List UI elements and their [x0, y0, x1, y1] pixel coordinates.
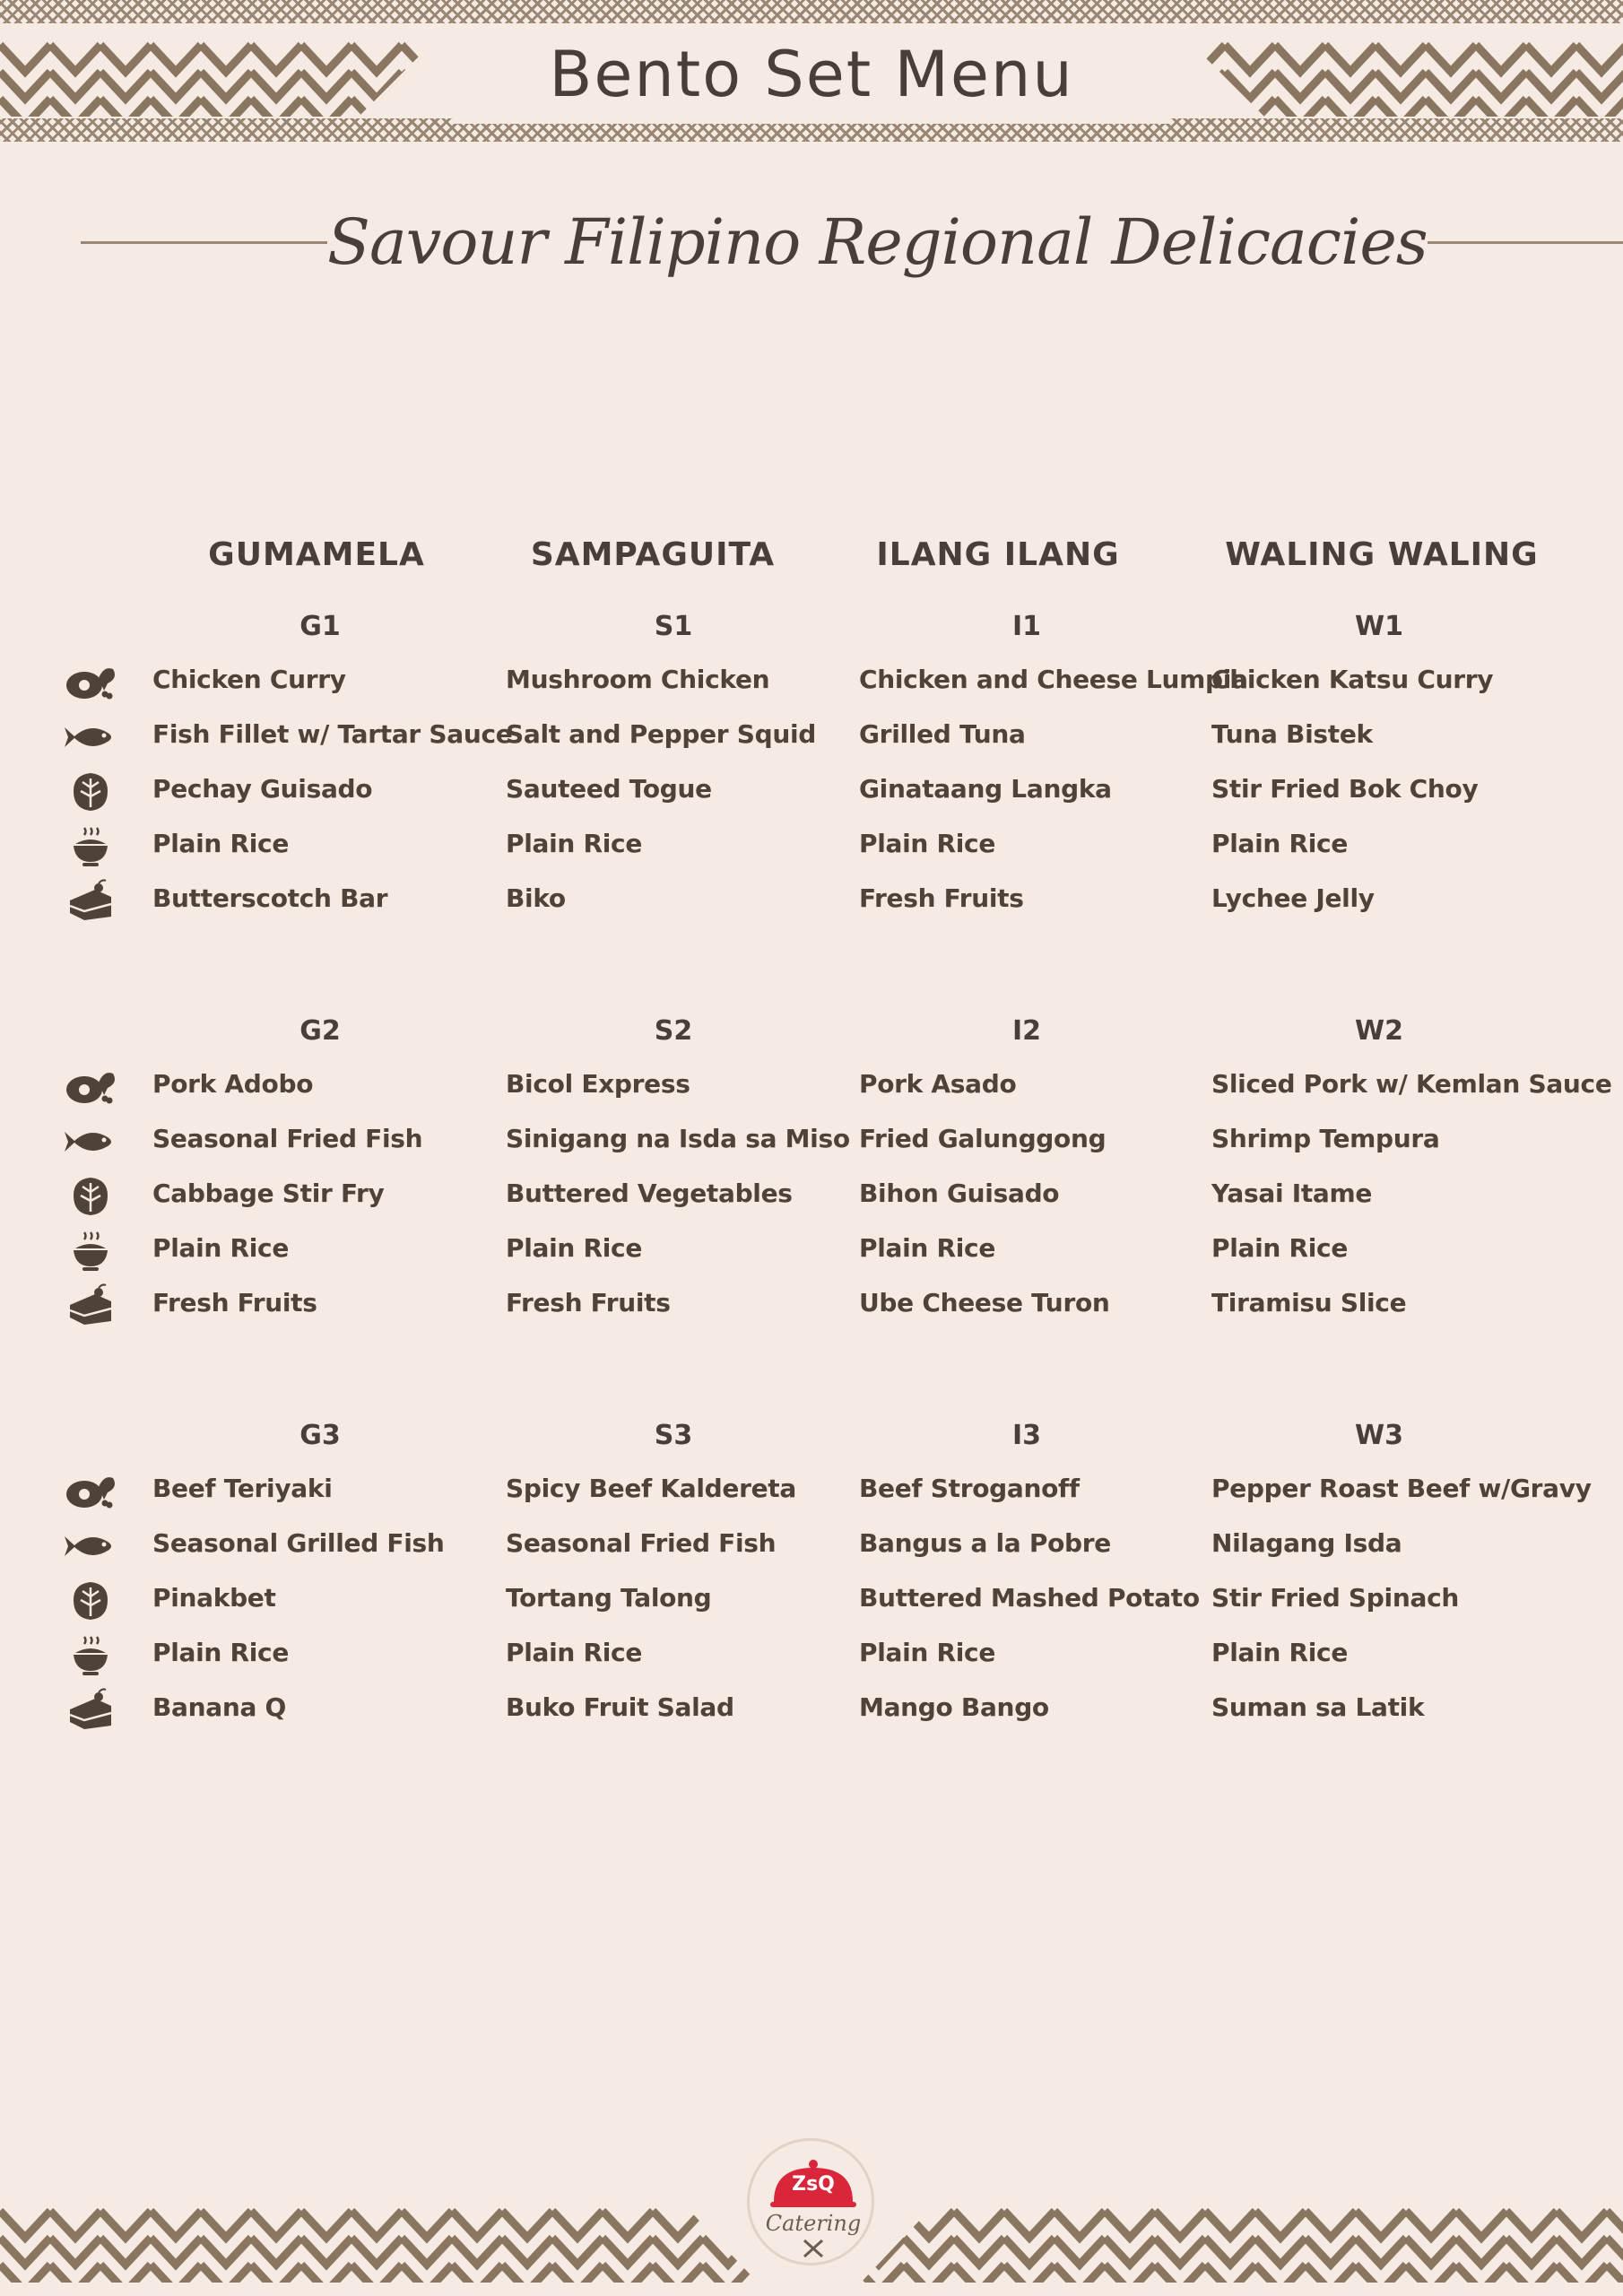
page-subtitle: Savour Filipino Regional Delicacies — [327, 205, 1428, 279]
menu-item: Mango Bango — [859, 1692, 1049, 1722]
menu-item: Fish Fillet w/ Tartar Sauce — [152, 719, 513, 749]
fish-icon — [63, 1524, 118, 1569]
menu-item: Bangus a la Pobre — [859, 1528, 1111, 1558]
menu-item: Pinakbet — [152, 1583, 276, 1613]
menu-item: Chicken and Cheese Lumpia — [859, 665, 1248, 694]
menu-item: Seasonal Fried Fish — [506, 1528, 777, 1558]
logo-script: Catering — [765, 2211, 862, 2236]
set-code-i1: I1 — [1011, 611, 1042, 642]
dessert-icon — [63, 1283, 118, 1328]
menu-item: Cabbage Stir Fry — [152, 1178, 385, 1208]
set-code-s3: S3 — [654, 1420, 693, 1451]
dessert-icon — [63, 879, 118, 924]
set-code-w2: W2 — [1355, 1015, 1403, 1047]
menu-item: Pork Adobo — [152, 1069, 314, 1099]
menu-item: Seasonal Grilled Fish — [152, 1528, 445, 1558]
menu-item: Plain Rice — [152, 829, 290, 858]
menu-item: Nilagang Isda — [1211, 1528, 1402, 1558]
menu-item: Fresh Fruits — [506, 1288, 671, 1318]
menu-item: Sliced Pork w/ Kemlan Sauce — [1211, 1069, 1612, 1099]
meat-icon — [63, 1469, 118, 1514]
menu-item: Lychee Jelly — [1211, 883, 1375, 913]
rice-bowl-icon — [63, 1229, 118, 1274]
left-divider — [81, 241, 327, 244]
menu-item: Chicken Curry — [152, 665, 346, 694]
menu-item: Banana Q — [152, 1692, 287, 1722]
set-code-i2: I2 — [1011, 1015, 1042, 1047]
menu-item: Stir Fried Bok Choy — [1211, 774, 1479, 804]
set-code-s2: S2 — [654, 1015, 693, 1047]
menu-item: Fresh Fruits — [152, 1288, 317, 1318]
menu-item: Pechay Guisado — [152, 774, 373, 804]
menu-item: Seasonal Fried Fish — [152, 1124, 423, 1153]
menu-item: Plain Rice — [506, 1638, 643, 1667]
menu-item: Chicken Katsu Curry — [1211, 665, 1494, 694]
fish-icon — [63, 715, 118, 760]
menu-item: Plain Rice — [1211, 1638, 1349, 1667]
menu-item: Fried Galunggong — [859, 1124, 1107, 1153]
right-chevron-ornament — [1175, 36, 1623, 117]
menu-item: Plain Rice — [859, 1233, 996, 1263]
menu-item: Plain Rice — [859, 1638, 996, 1667]
menu-item: Buttered Mashed Potato — [859, 1583, 1200, 1613]
menu-item: Plain Rice — [1211, 1233, 1349, 1263]
set-code-g2: G2 — [299, 1015, 341, 1047]
column-header-waling-waling: WALING WALING — [1225, 536, 1539, 573]
menu-item: Buko Fruit Salad — [506, 1692, 734, 1722]
meat-icon — [63, 1065, 118, 1109]
menu-item: Plain Rice — [152, 1638, 290, 1667]
menu-item: Plain Rice — [152, 1233, 290, 1263]
menu-item: Sauteed Togue — [506, 774, 712, 804]
subtitle-row — [81, 193, 1542, 291]
menu-item: Biko — [506, 883, 566, 913]
menu-item: Bicol Express — [506, 1069, 690, 1099]
vegetable-icon — [63, 770, 118, 814]
menu-item: Tortang Talong — [506, 1583, 712, 1613]
menu-item: Ube Cheese Turon — [859, 1288, 1110, 1318]
menu-item: Plain Rice — [1211, 829, 1349, 858]
menu-item: Mushroom Chicken — [506, 665, 770, 694]
fish-icon — [63, 1119, 118, 1164]
menu-item: Grilled Tuna — [859, 719, 1026, 749]
set-code-g1: G1 — [299, 611, 341, 642]
set-code-s1: S1 — [654, 611, 693, 642]
left-chevron-ornament — [0, 36, 448, 117]
set-code-g3: G3 — [299, 1420, 341, 1451]
logo-mark: ZsQ — [792, 2173, 835, 2196]
set-code-w3: W3 — [1355, 1420, 1403, 1451]
menu-item: Plain Rice — [506, 829, 643, 858]
menu-item: Beef Stroganoff — [859, 1474, 1080, 1503]
top-diamond-border — [0, 0, 1623, 23]
menu-item: Beef Teriyaki — [152, 1474, 333, 1503]
vegetable-icon — [63, 1174, 118, 1219]
set-code-w1: W1 — [1355, 611, 1403, 642]
menu-item: Bihon Guisado — [859, 1178, 1060, 1208]
menu-item: Suman sa Latik — [1211, 1692, 1425, 1722]
menu-item: Pepper Roast Beef w/Gravy — [1211, 1474, 1592, 1503]
menu-item: Stir Fried Spinach — [1211, 1583, 1459, 1613]
menu-item: Sinigang na Isda sa Miso — [506, 1124, 850, 1153]
meat-icon — [63, 660, 118, 705]
menu-item: Fresh Fruits — [859, 883, 1024, 913]
menu-item: Butterscotch Bar — [152, 883, 388, 913]
set-code-i3: I3 — [1011, 1420, 1042, 1451]
dessert-icon — [63, 1688, 118, 1733]
rice-bowl-icon — [63, 824, 118, 869]
column-header-sampaguita: SAMPAGUITA — [530, 536, 776, 573]
menu-item: Buttered Vegetables — [506, 1178, 793, 1208]
column-header-gumamela: GUMAMELA — [208, 536, 425, 573]
rice-bowl-icon — [63, 1633, 118, 1678]
menu-item: Plain Rice — [859, 829, 996, 858]
utensils-icon — [802, 2238, 825, 2259]
column-header-ilang-ilang: ILANG ILANG — [876, 536, 1120, 573]
page-title: Bento Set Menu — [549, 38, 1074, 111]
menu-item: Tuna Bistek — [1211, 719, 1373, 749]
menu-item: Tiramisu Slice — [1211, 1288, 1407, 1318]
menu-item: Spicy Beef Kaldereta — [506, 1474, 796, 1503]
right-divider — [1428, 241, 1623, 244]
menu-item: Pork Asado — [859, 1069, 1017, 1099]
menu-item: Yasai Itame — [1211, 1178, 1373, 1208]
menu-item: Shrimp Tempura — [1211, 1124, 1440, 1153]
vegetable-icon — [63, 1578, 118, 1623]
menu-item: Salt and Pepper Squid — [506, 719, 817, 749]
menu-item: Plain Rice — [506, 1233, 643, 1263]
catering-logo — [747, 2138, 874, 2266]
menu-item: Ginataang Langka — [859, 774, 1112, 804]
title-banner — [453, 25, 1170, 124]
